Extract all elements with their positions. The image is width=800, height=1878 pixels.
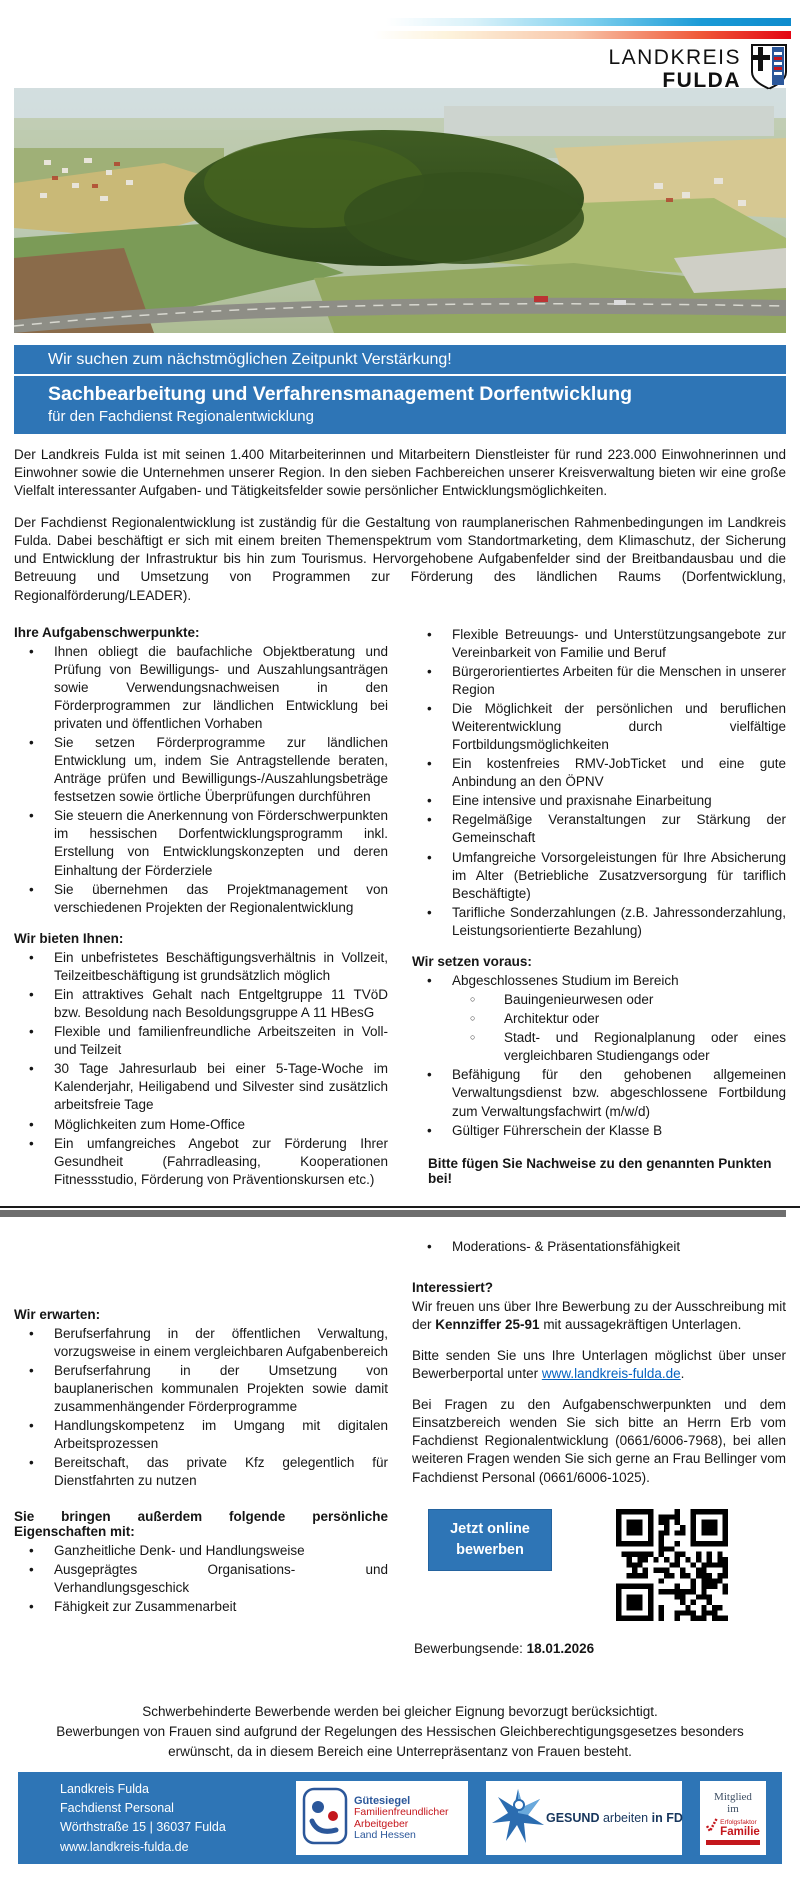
list-item: • Bereitschaft, das private Kfz gelegentlich für Dienstfahrten zu nutzen: [14, 1454, 388, 1490]
list-item: • Sie übernehmen das Projektmanagement von verschiedenen Projekten der Regionalentwicklung: [14, 881, 388, 917]
list-item: • Sie steuern die Anerkennung von Förderschwerpunkten im hessischen Dorfentwicklungsprogramm inkl. Erstellung von Entwicklungskonzepten und deren Einhaltung der Förderziele: [14, 807, 388, 879]
list-item: • Umfangreiche Vorsorgeleistungen für Ihre Absicherung im Alter (Betriebliche Zusatzversorgung für tariflich Beschäftigte): [412, 849, 786, 903]
list-item: • Die Möglichkeit der persönlichen und beruflichen Weiterentwicklung durch vielfältige Fortbildungsmöglichkeiten: [412, 700, 786, 754]
apply-button-line1: Jetzt online: [450, 1520, 530, 1537]
header: [0, 0, 800, 92]
list-item: • Moderations- & Präsentationsfähigkeit: [412, 1238, 786, 1256]
qr-code: [616, 1509, 728, 1621]
offer-list-left: [14, 949, 388, 1189]
footer-bar: [18, 1772, 782, 1864]
badge-text: Mitglied: [714, 1791, 752, 1804]
footer-address-line: Fachdienst Personal: [60, 1800, 174, 1815]
list-item: ○ Architektur oder: [412, 1010, 786, 1028]
requirements-sublist: [412, 991, 786, 1065]
intro-paragraph-2: Der Fachdienst Regionalentwicklung ist zuständig für die Gestaltung von raumplanerischen Rahmenbedingungen im Landkreis Fulda. Dabei beschäftigt er sich mit einem breiten Themenspektrum vom Standortmarketing, dem Klimaschutz, der Sicherung und Entwicklung der Infrastruktur bis hin zum Tourismus. Hervorgehobene Aufgabenfelder sind der Breitbandausbau und die Betreuung und Umsetzung von Programmen zur Förderung des ländlichen Raums (Dorfentwicklung, Regionalförderung/LEADER).: [14, 515, 786, 603]
portal-paragraph: Bitte senden Sie uns Ihre Unterlagen möglichst über unser Bewerberportal unter www.landkreis-fulda.de.: [412, 1348, 786, 1382]
divider-bar: [0, 1210, 786, 1217]
personal-heading: Sie bringen außerdem folgende persönliche Eigenschaften mit:: [14, 1508, 388, 1539]
banner-intro-line: Wir suchen zum nächstmöglichen Zeitpunkt Verstärkung!: [14, 345, 786, 376]
gesund-star-icon: [490, 1785, 546, 1852]
job-title: Sachbearbeitung und Verfahrensmanagement Dorfentwicklung: [48, 383, 633, 405]
list-item: • Ein umfangreiches Angebot zur Förderung Ihrer Gesundheit (Fahrradleasing, Kooperationen Fitnessstudio, Förderung von Präventionskursen etc.): [14, 1135, 388, 1189]
list-item: • Bürgerorientiertes Arbeiten für die Menschen in unserer Region: [412, 663, 786, 699]
list-item: • Abgeschlossenes Studium im Bereich: [412, 972, 786, 990]
badge-text: Arbeitgeber: [354, 1817, 409, 1830]
personal-list: [14, 1542, 388, 1616]
application-paragraph: Wir freuen uns über Ihre Bewerbung zu der Ausschreibung mit der Kennziffer 25-91 mit aussagekräftigen Unterlagen.: [412, 1298, 786, 1332]
logo-wordmark: [608, 47, 741, 91]
title-banner: [14, 345, 786, 434]
notice-line-2: Bewerbungen von Frauen sind aufgrund der Regelungen des Hessischen Gleichberechtigungsgesetzes besonders erwünscht, da in diesem Bereich eine Unterrepräsentanz von Frauen besteht.: [56, 1723, 744, 1760]
requirements-heading: Wir setzen voraus:: [412, 953, 532, 969]
main-columns: [14, 625, 786, 1190]
guetesiegel-badge: [296, 1781, 468, 1855]
skills-list: [412, 1238, 786, 1256]
portal-link[interactable]: www.landkreis-fulda.de: [541, 1366, 681, 1382]
erfolgsfaktor-familie-badge: [700, 1781, 766, 1855]
list-item: • Ihnen obliegt die baufachliche Objektberatung und Prüfung von Bewilligungs- und Auszahlungsanträgen sowie Verwendungsnachweisen in den Förderprogrammen zur ländlichen Entwicklung bei privaten und öffentlichen Vorhaben: [14, 643, 388, 733]
left-column-2: [14, 1307, 388, 1617]
list-item: • Sie setzen Förderprogramme zur ländlichen Entwicklung um, indem Sie Antragstellende beraten, Anträge prüfen und Bewilligungs-/Auszahlungsbeträge festsetzen sowie örtliche Überprüfungen durchführen: [14, 734, 388, 806]
footer-address: [60, 1780, 278, 1858]
requirements-list: [412, 972, 786, 990]
apply-button-line2: bewerben: [456, 1541, 524, 1558]
offer-list-right: [412, 626, 786, 940]
list-item: • Berufserfahrung in der Umsetzung von bauplanerischen kommunalen Projekten sowie damit zusammenhängender Förderprogramme: [14, 1362, 388, 1416]
badge-text: GESUND arbeiten in FD: [546, 1811, 683, 1826]
list-item: • Möglichkeiten zum Home-Office: [14, 1116, 388, 1134]
tasks-heading: Ihre Aufgabenschwerpunkte:: [14, 624, 200, 640]
contact-paragraph: Bei Fragen zu den Aufgabenschwerpunkten und dem Einsatzbereich wenden Sie sich bitte an Herrn Erb vom Fachdienst Regionalentwicklung (0661/6006-7968), bei allen weiteren Fragen wenden Sie sich gerne an Frau Bellinger vom Fachdienst Personal (0661/6006-1025).: [412, 1397, 786, 1485]
list-item: • Flexible Betreuungs- und Unterstützungsangebote zur Vereinbarkeit von Familie und Beruf: [412, 626, 786, 662]
list-item: • Gültiger Führerschein der Klasse B: [412, 1122, 786, 1140]
footer-address-line: Wörthstraße 15 | 36037 Fulda: [60, 1820, 226, 1835]
gesund-arbeiten-badge: [486, 1781, 682, 1855]
aerial-photo: [14, 88, 786, 333]
logo-line2: FULDA: [662, 68, 741, 92]
equal-opportunity-notice: [46, 1702, 754, 1763]
badge-text: im: [727, 1803, 739, 1816]
divider-line: [0, 1206, 800, 1208]
list-item: • Ein kostenfreies RMV-JobTicket und eine gute Anbindung an den ÖPNV: [412, 755, 786, 791]
coat-of-arms-icon: [750, 44, 788, 95]
deadline-date: 18.01.2026: [526, 1640, 595, 1656]
expectations-heading: Wir erwarten:: [14, 1306, 101, 1322]
badge-text: Gütesiegel: [354, 1794, 411, 1807]
apply-row: [428, 1509, 786, 1621]
attachments-note: Bitte fügen Sie Nachweise zu den genannten Punkten bei!: [428, 1155, 772, 1186]
list-item: • Berufserfahrung in der öffentlichen Verwaltung, vorzugsweise in einem vergleichbaren Aufgabenbereich: [14, 1325, 388, 1361]
badge-text: Familie: [720, 1825, 760, 1838]
list-item: ○ Stadt- und Regionalplanung oder eines vergleichbaren Studiengangs oder: [412, 1029, 786, 1065]
list-item: • Flexible und familienfreundliche Arbeitszeiten in Voll- und Teilzeit: [14, 1023, 388, 1059]
intro-paragraph-1: Der Landkreis Fulda ist mit seinen 1.400 Mitarbeiterinnen und Mitarbeitern Dienstleister für rund 223.000 Einwohnerinnen und Einwohner sowie die Unternehmen unserer Region. In den sieben Fachbereichen unserer Kreisverwaltung bieten wir eine große Vielfalt interessanter Aufgaben- und Tätigkeitsfelder sowie persönlicher Entwicklungsmöglichkeiten.: [14, 447, 786, 499]
badge-text: Familienfreundlicher: [354, 1805, 449, 1818]
badge-red-bar: [706, 1840, 760, 1845]
list-item: • Handlungskompetenz im Umgang mit digitalen Arbeitsprozessen: [14, 1417, 388, 1453]
expectations-list: [14, 1325, 388, 1491]
checkmark-icon: [706, 1817, 718, 1838]
decorative-blue-stripe: [386, 18, 791, 26]
decorative-red-stripe: [373, 31, 791, 39]
badge-text: Land Hessen: [354, 1829, 416, 1842]
list-item: • Ausgeprägtes Organisations- und Verhandlungsgeschick: [14, 1561, 388, 1597]
list-item: • Ein unbefristetes Beschäftigungsverhältnis in Vollzeit, Teilzeitbeschäftigung ist grundsätzlich möglich: [14, 949, 388, 985]
list-item: • Fähigkeit zur Zusammenarbeit: [14, 1598, 388, 1616]
list-item: • 30 Tage Jahresurlaub bei einer 5-Tage-Woche im Kalenderjahr, Heiligabend und Silvester sind zusätzlich arbeitsfreie Tage: [14, 1060, 388, 1114]
tasks-list: [14, 643, 388, 917]
list-item: ○ Bauingenieurwesen oder: [412, 991, 786, 1009]
apply-online-button[interactable]: [428, 1509, 552, 1571]
page-divider: [0, 1206, 800, 1217]
list-item: • Eine intensive und praxisnahe Einarbeitung: [412, 792, 786, 810]
requirements-list-2: [412, 1066, 786, 1139]
left-column: [14, 625, 388, 1190]
right-column: [412, 625, 786, 1186]
intro-section: [14, 446, 786, 605]
deadline-line: Bewerbungsende: 18.01.2026: [414, 1640, 595, 1656]
landkreis-fulda-logo: [608, 44, 788, 95]
list-item: • Regelmäßige Veranstaltungen zur Stärkung der Gemeinschaft: [412, 811, 786, 847]
offer-heading: Wir bieten Ihnen:: [14, 930, 124, 946]
job-subtitle: für den Fachdienst Regionalentwicklung: [48, 408, 314, 425]
list-item: • Ganzheitliche Denk- und Handlungsweise: [14, 1542, 388, 1560]
footer-address-line: Landkreis Fulda: [60, 1781, 149, 1796]
guetesiegel-icon: [302, 1787, 348, 1850]
list-item: • Ein attraktives Gehalt nach Entgeltgruppe 11 TVöD bzw. Besoldung nach Besoldungsgruppe A 11 HBesG: [14, 986, 388, 1022]
interested-heading: Interessiert?: [412, 1279, 494, 1295]
badge-text: Erfolgsfaktor: [720, 1819, 757, 1827]
notice-line-1: Schwerbehinderte Bewerbende werden bei gleicher Eignung bevorzugt berücksichtigt.: [142, 1703, 658, 1719]
reference-number: Kennziffer 25-91: [435, 1316, 540, 1332]
footer-website: www.landkreis-fulda.de: [60, 1839, 189, 1854]
list-item: • Befähigung für den gehobenen allgemeinen Verwaltungsdienst bzw. abgeschlossene Fortbildung zum Verwaltungsfachwirt (m/w/d): [412, 1066, 786, 1120]
secondary-columns: [14, 1237, 786, 1656]
list-item: • Tarifliche Sonderzahlungen (z.B. Jahressonderzahlung, Leistungsorientierte Bezahlung): [412, 904, 786, 940]
right-column-2: [412, 1237, 786, 1656]
logo-line1: LANDKREIS: [608, 46, 741, 70]
